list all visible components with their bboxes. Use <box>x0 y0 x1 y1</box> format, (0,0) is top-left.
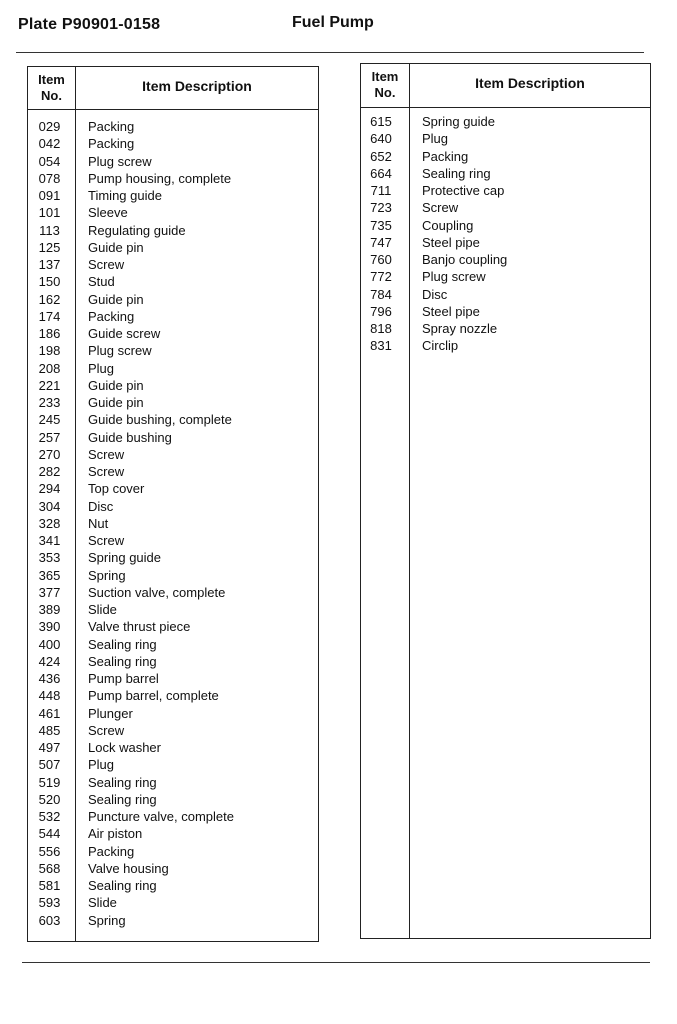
item-no-header: Item No. <box>371 69 399 100</box>
table-header <box>28 67 318 110</box>
item-description: Guide bushing, complete <box>88 412 232 428</box>
item-number: 101 <box>38 205 61 221</box>
item-description: Sealing ring <box>88 636 157 652</box>
item-description: Guide pin <box>88 239 144 255</box>
item-number: 377 <box>38 584 61 600</box>
item-number: 772 <box>370 269 392 285</box>
item-description: Puncture valve, complete <box>88 809 234 824</box>
table-row <box>28 756 318 773</box>
table-body <box>28 118 318 929</box>
table-row <box>28 204 318 221</box>
item-number: 174 <box>38 308 61 324</box>
item-number: 581 <box>38 878 61 893</box>
item-number: 186 <box>38 326 61 341</box>
item-description: Packing <box>88 136 135 152</box>
item-number: 723 <box>370 200 392 216</box>
item-number: 125 <box>38 239 61 255</box>
item-number: 652 <box>370 148 392 164</box>
item-number: 029 <box>38 119 61 134</box>
item-number: 640 <box>370 131 392 147</box>
item-description: Packing <box>422 148 469 164</box>
item-description: Sealing ring <box>422 165 491 181</box>
item-description: Guide pin <box>88 291 144 307</box>
table-row <box>361 303 650 320</box>
item-number: 208 <box>38 360 61 376</box>
table-row <box>28 670 318 687</box>
item-number: 400 <box>38 636 61 652</box>
item-number: 162 <box>38 291 61 307</box>
table-row <box>361 165 650 182</box>
table-row <box>28 135 318 152</box>
table-row <box>28 515 318 532</box>
table-row <box>28 808 318 825</box>
item-description: Air piston <box>88 826 143 842</box>
item-number: 137 <box>38 257 61 272</box>
item-number: 198 <box>38 343 61 359</box>
table-row <box>28 291 318 308</box>
item-description: Steel pipe <box>422 303 480 319</box>
table-row <box>28 170 318 187</box>
table-row <box>361 320 650 337</box>
item-description: Disc <box>88 498 114 514</box>
item-description: Spring <box>88 912 126 928</box>
item-description: Screw <box>88 722 125 738</box>
item-description: Screw <box>88 257 125 272</box>
item-number: 603 <box>38 912 61 928</box>
table-row <box>361 286 650 303</box>
table-row <box>28 618 318 635</box>
item-number: 485 <box>38 722 61 738</box>
table-row <box>28 377 318 394</box>
plate-number: Plate P90901-0158 <box>18 16 161 33</box>
item-number: 568 <box>38 860 61 876</box>
item-description: Spring <box>88 567 126 583</box>
item-number: 270 <box>38 446 61 462</box>
table-row <box>28 653 318 670</box>
table-row <box>28 342 318 359</box>
item-description: Packing <box>88 843 135 859</box>
table-row <box>361 268 650 285</box>
table-row <box>28 411 318 428</box>
table-row <box>361 337 650 354</box>
parts-table-right <box>360 63 651 939</box>
item-description: Sealing ring <box>88 791 157 807</box>
table-row <box>28 687 318 704</box>
item-description: Packing <box>88 119 135 134</box>
item-description: Slide <box>88 602 117 617</box>
item-number: 711 <box>370 183 392 198</box>
item-number: 304 <box>38 498 61 514</box>
table-row <box>28 446 318 463</box>
table-row <box>28 722 318 739</box>
item-number: 424 <box>38 653 61 669</box>
item-description: Plug <box>88 360 115 376</box>
item-number: 078 <box>38 170 61 186</box>
item-description: Plug screw <box>88 343 152 359</box>
item-number: 113 <box>39 222 60 238</box>
item-description: Spring guide <box>422 114 495 129</box>
item-number: 818 <box>370 321 392 336</box>
table-row <box>28 894 318 911</box>
table-row <box>28 498 318 515</box>
item-description: Guide screw <box>88 326 161 341</box>
table-row <box>28 584 318 601</box>
item-description: Guide pin <box>88 395 144 410</box>
item-number: 520 <box>38 791 61 807</box>
item-number: 282 <box>38 464 61 479</box>
item-number: 448 <box>38 688 61 704</box>
item-number: 664 <box>370 165 392 181</box>
item-no-header: Item No. <box>38 72 65 103</box>
table-row <box>28 118 318 135</box>
table-row <box>28 825 318 842</box>
item-description: Sealing ring <box>88 878 157 893</box>
item-number: 507 <box>38 757 61 773</box>
item-description: Steel pipe <box>422 234 480 250</box>
item-number: 831 <box>370 338 392 354</box>
item-description: Plug <box>88 757 115 773</box>
item-number: 615 <box>370 114 392 129</box>
item-description: Timing guide <box>88 188 162 203</box>
table-row <box>28 463 318 480</box>
top-divider <box>16 52 644 53</box>
table-row <box>28 394 318 411</box>
item-description: Spring guide <box>88 550 161 566</box>
item-number: 461 <box>38 705 61 721</box>
item-number: 532 <box>38 809 61 824</box>
table-row <box>28 549 318 566</box>
table-row <box>28 153 318 170</box>
item-description: Screw <box>88 533 125 548</box>
table-row <box>361 199 650 216</box>
item-number: 390 <box>38 619 61 635</box>
item-description: Pump barrel, complete <box>88 688 219 704</box>
table-header <box>361 64 650 108</box>
table-row <box>28 877 318 894</box>
item-description: Guide bushing <box>88 429 172 445</box>
item-number: 556 <box>38 843 61 859</box>
item-number: 054 <box>38 153 61 169</box>
item-description: Stud <box>88 274 115 290</box>
table-row <box>361 217 650 234</box>
table-row <box>28 912 318 929</box>
table-row <box>28 791 318 808</box>
item-description: Screw <box>88 464 125 479</box>
item-number: 233 <box>38 395 61 410</box>
table-row <box>28 774 318 791</box>
item-number: 593 <box>38 895 61 911</box>
table-row <box>28 739 318 756</box>
item-description: Pump barrel <box>88 671 159 686</box>
item-description: Top cover <box>88 481 145 497</box>
item-number: 760 <box>370 252 392 267</box>
item-description: Valve thrust piece <box>88 619 191 635</box>
parts-table-left <box>27 66 319 942</box>
item-description: Valve housing <box>88 860 169 876</box>
item-number: 389 <box>38 602 61 617</box>
table-row <box>28 222 318 239</box>
item-description: Slide <box>88 895 117 911</box>
item-description: Packing <box>88 308 135 324</box>
item-description: Nut <box>88 515 109 531</box>
item-description: Banjo coupling <box>422 252 508 267</box>
table-row <box>361 113 650 130</box>
table-row <box>28 705 318 722</box>
item-number: 091 <box>38 188 61 203</box>
item-description: Sealing ring <box>88 653 157 669</box>
table-row <box>361 251 650 268</box>
item-description: Plug screw <box>422 269 486 285</box>
table-row <box>28 532 318 549</box>
table-row <box>28 325 318 342</box>
item-description: Pump housing, complete <box>88 170 232 186</box>
item-description: Sleeve <box>88 205 128 221</box>
item-description: Plunger <box>88 705 133 721</box>
table-row <box>28 843 318 860</box>
item-description: Sealing ring <box>88 774 157 790</box>
item-number: 796 <box>370 303 392 319</box>
table-row <box>28 360 318 377</box>
item-number: 353 <box>38 550 61 566</box>
item-number: 365 <box>38 567 61 583</box>
table-row <box>28 480 318 497</box>
table-row <box>361 130 650 147</box>
item-description: Suction valve, complete <box>88 584 226 600</box>
item-number: 150 <box>38 274 61 290</box>
table-row <box>28 601 318 618</box>
table-row <box>361 148 650 165</box>
table-row <box>28 567 318 584</box>
table-row <box>28 187 318 204</box>
item-number: 257 <box>38 429 61 445</box>
table-row <box>28 308 318 325</box>
table-row <box>361 182 650 199</box>
table-row <box>361 234 650 251</box>
table-row <box>28 273 318 290</box>
item-number: 245 <box>38 412 61 428</box>
page-title: Fuel Pump <box>292 14 374 31</box>
table-row <box>28 429 318 446</box>
item-number: 221 <box>38 377 61 393</box>
item-description: Screw <box>88 446 125 462</box>
item-number: 784 <box>370 286 392 302</box>
item-description: Protective cap <box>422 183 505 198</box>
item-description: Guide pin <box>88 377 144 393</box>
item-description: Spray nozzle <box>422 321 498 336</box>
item-description-header: Item Description <box>142 78 252 94</box>
item-description: Plug screw <box>88 153 152 169</box>
item-number: 294 <box>38 481 61 497</box>
item-number: 436 <box>38 671 61 686</box>
table-row <box>28 860 318 877</box>
item-description: Regulating guide <box>88 222 186 238</box>
item-description: Lock washer <box>88 740 161 755</box>
item-number: 497 <box>38 740 61 755</box>
item-description: Screw <box>422 200 459 216</box>
item-number: 341 <box>38 533 61 548</box>
item-number: 735 <box>370 217 392 233</box>
item-number: 747 <box>370 234 392 250</box>
bottom-divider <box>22 962 650 963</box>
item-number: 519 <box>38 774 61 790</box>
table-row <box>28 256 318 273</box>
item-description: Disc <box>422 286 448 302</box>
item-number: 042 <box>38 136 61 152</box>
table-row <box>28 239 318 256</box>
item-description-header: Item Description <box>475 75 585 91</box>
table-row <box>28 636 318 653</box>
table-body <box>361 113 650 355</box>
item-number: 544 <box>38 826 61 842</box>
item-number: 328 <box>38 515 61 531</box>
item-description: Circlip <box>422 338 459 354</box>
item-description: Coupling <box>422 217 474 233</box>
item-description: Plug <box>422 131 449 147</box>
